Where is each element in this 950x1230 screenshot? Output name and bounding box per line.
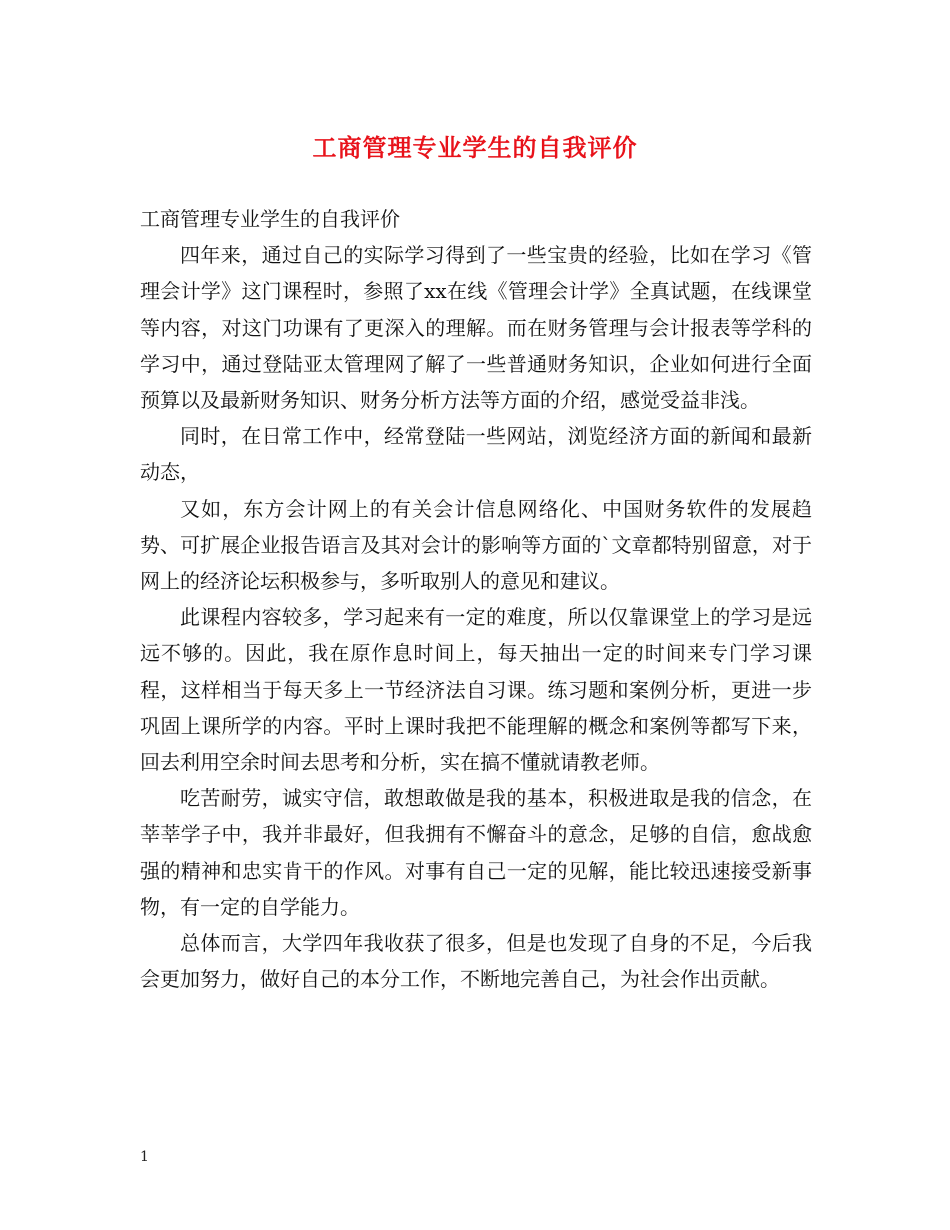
paragraph-4: 此课程内容较多，学习起来有一定的难度，所以仅靠课堂上的学习是远远不够的。因此，我在原作息时间上，每天抽出一定的时间来专门学习课程，这样相当于每天多上一节经济法自习课。练习题和案例分析，更进一步巩固上课所学的内容。平时上课时我把不能理解的概念和案例等都写下来，回去利用空余时间去思考和分析，实在搞不懂就请教老师。 (140, 605, 812, 775)
paragraph-6: 总体而言，大学四年我收获了很多，但是也发现了自身的不足，今后我会更加努力，做好自己的本分工作，不断地完善自己，为社会作出贡献。 (140, 931, 812, 992)
document-title: 工商管理专业学生的自我评价 (312, 133, 638, 162)
heading-line: 工商管理专业学生的自我评价 (140, 207, 400, 231)
page-number: 1 (140, 1149, 149, 1165)
paragraph-5: 吃苦耐劳，诚实守信，敢想敢做是我的基本，积极进取是我的信念，在莘莘学子中，我并非最好，但我拥有不懈奋斗的意念，足够的自信，愈战愈强的精神和忠实肯干的作风。对事有自己一定的见解，能比较迅速接受新事物，有一定的自学能力。 (140, 786, 812, 919)
document-body (140, 201, 812, 997)
paragraph-2: 同时，在日常工作中，经常登陆一些网站，浏览经济方面的新闻和最新动态， (140, 424, 812, 485)
paragraph-3: 又如，东方会计网上的有关会计信息网络化、中国财务软件的发展趋势、可扩展企业报告语言及其对会计的影响等方面的`文章都特别留意，对于网上的经济论坛积极参与，多听取别人的意见和建议。 (140, 496, 812, 594)
paragraph-1: 四年来，通过自己的实际学习得到了一些宝贵的经验，比如在学习《管理会计学》这门课程时，参照了xx在线《管理会计学》全真试题，在线课堂等内容，对这门功课有了更深入的理解。而在财务管理与会计报表等学科的学习中，通过登陆亚太管理网了解了一些普通财务知识，企业如何进行全面预算以及最新财务知识、财务分析方法等方面的介绍，感觉受益非浅。 (140, 243, 812, 413)
